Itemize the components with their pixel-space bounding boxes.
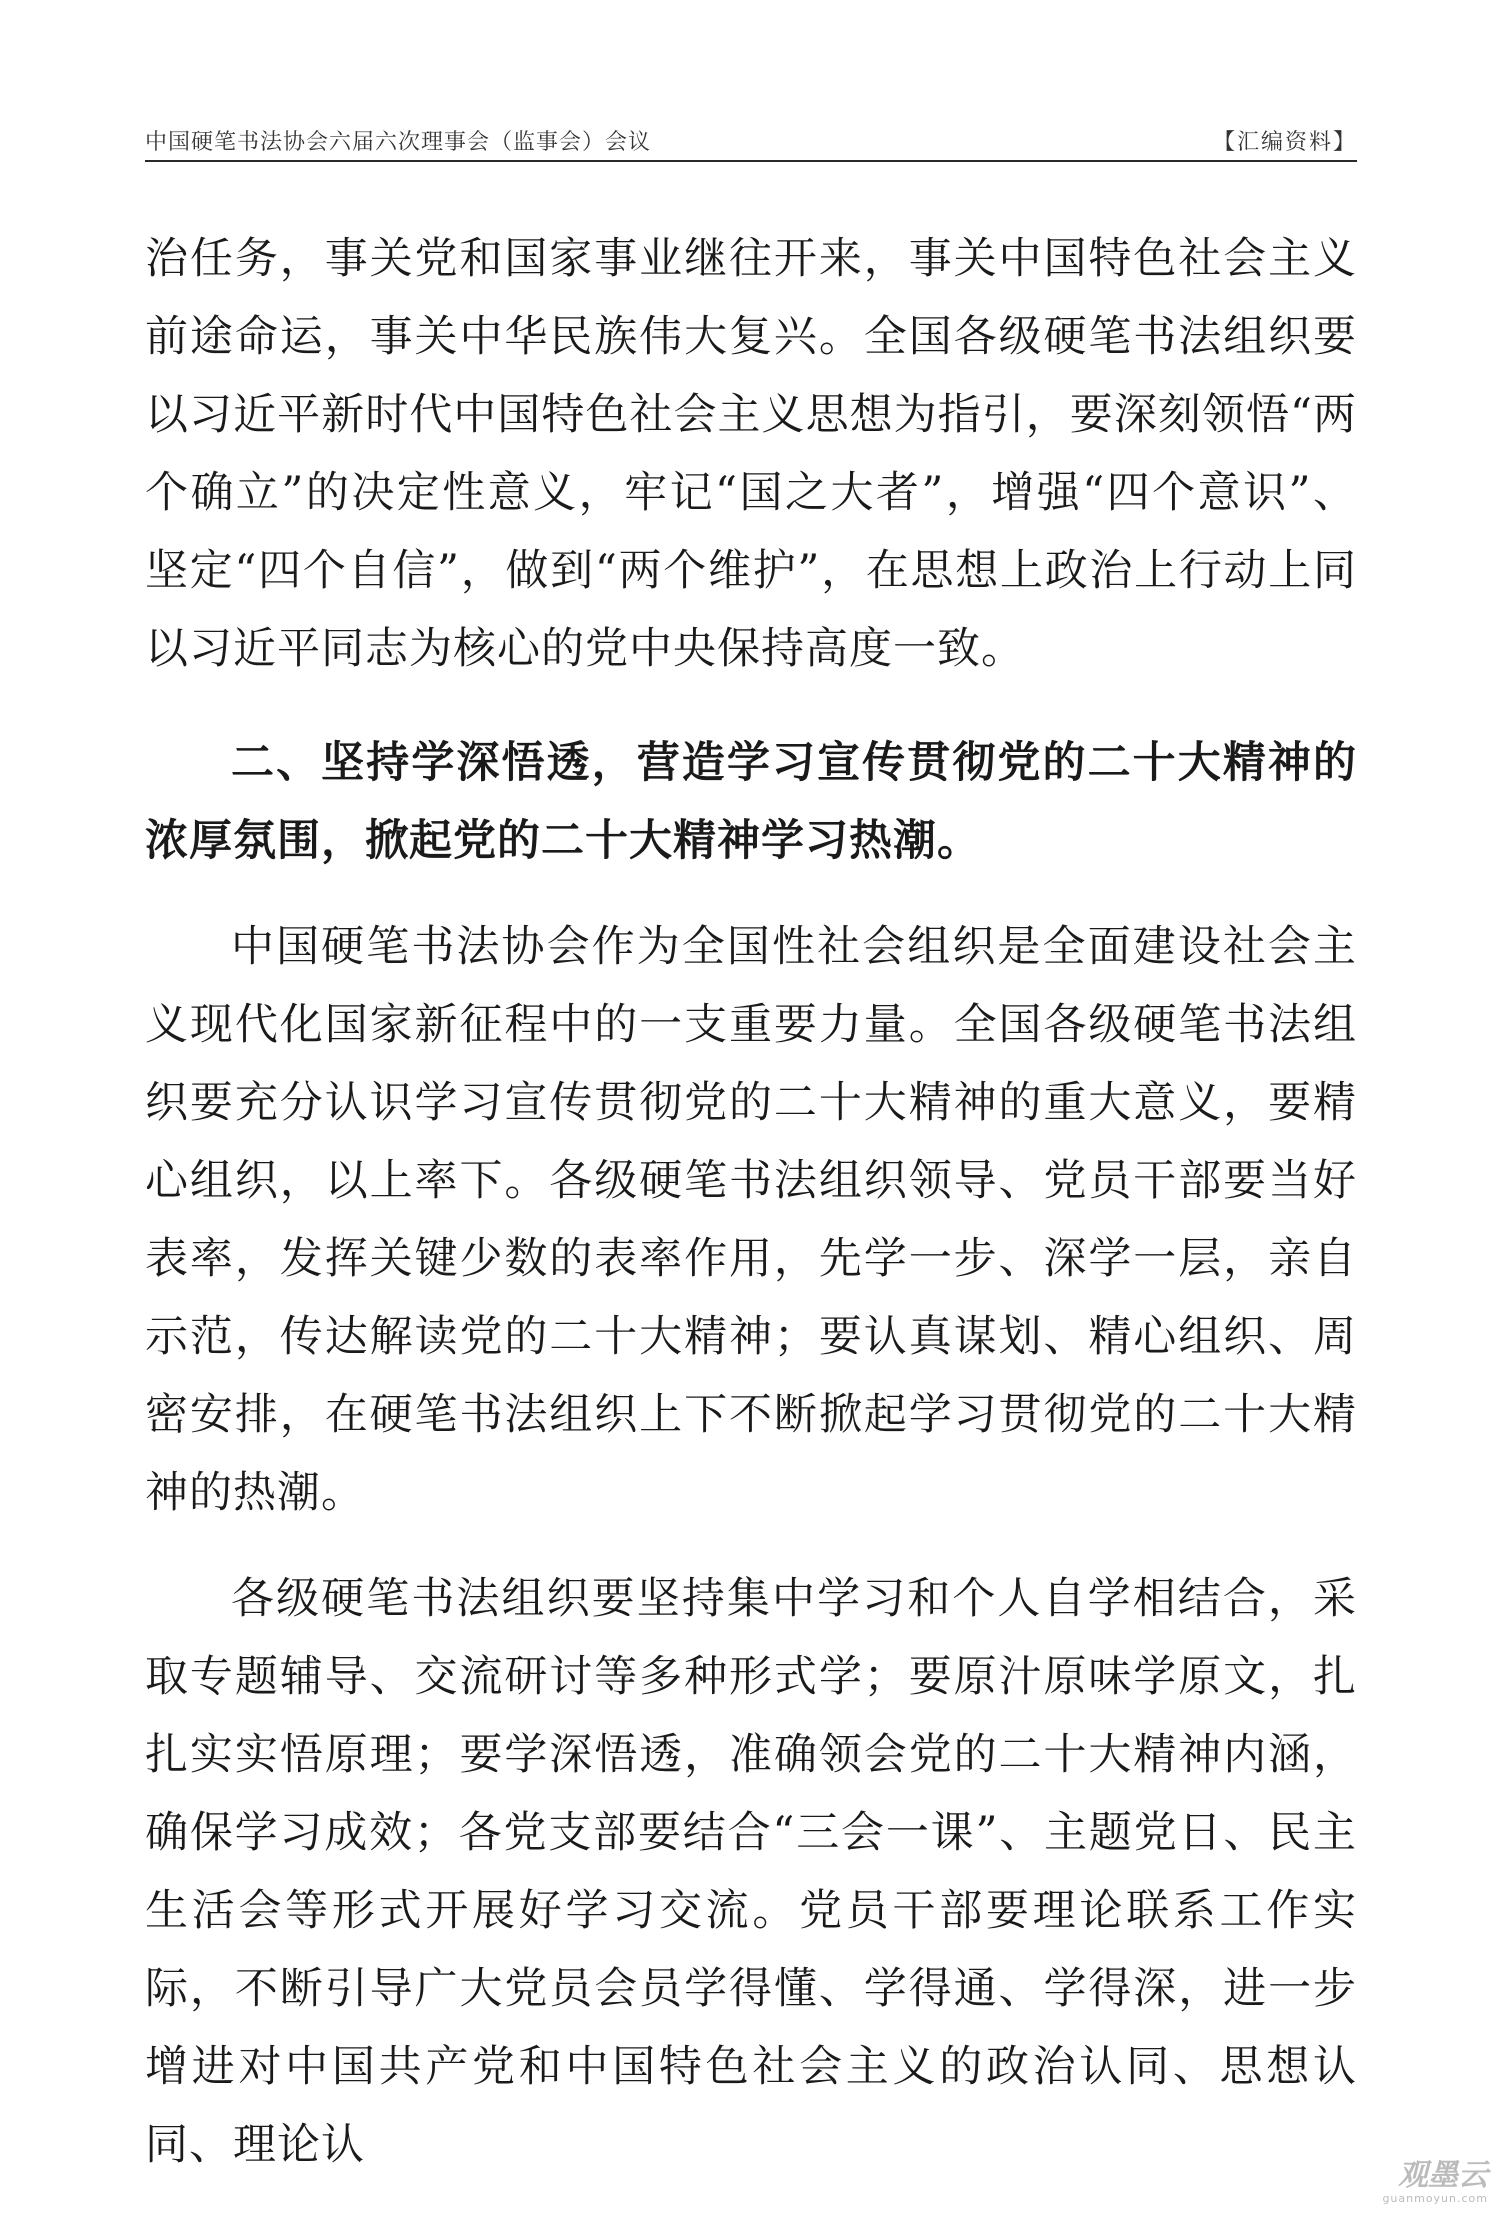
watermark-main: 观墨云 xyxy=(1398,2158,1488,2193)
document-body xyxy=(145,220,1357,2184)
page-header xyxy=(145,128,1357,162)
watermark-sub: guanmoyun.com xyxy=(1382,2192,1488,2205)
paragraph-continued: 治任务，事关党和国家事业继往开来，事关中国特色社会主义前途命运，事关中华民族伟大复兴。全国各级硬笔书法组织要以习近平新时代中国特色社会主义思想为指引，要深刻领悟“两个确立”的决定性意义，牢记“国之大者”，增强“四个意识”、坚定“四个自信”，做到“两个维护”，在思想上政治上行动上同以习近平同志为核心的党中央保持高度一致。 xyxy=(145,234,1357,674)
header-tag: 【汇编资料】 xyxy=(1212,130,1357,155)
section-heading: 二、坚持学深悟透，营造学习宣传贯彻党的二十大精神的浓厚氛围，掀起党的二十大精神学习热潮。 xyxy=(145,738,1357,866)
watermark-logo xyxy=(1382,2160,1488,2205)
paragraph-body: 中国硬笔书法协会作为全国性社会组织是全面建设社会主义现代化国家新征程中的一支重要力量。全国各级硬笔书法组织要充分认识学习宣传贯彻党的二十大精神的重大意义，要精心组织，以上率下。各级硬笔书法组织领导、党员干部要当好表率，发挥关键少数的表率作用，先学一步、深学一层，亲自示范，传达解读党的二十大精神；要认真谋划、精心组织、周密安排，在硬笔书法组织上下不断掀起学习贯彻党的二十大精神的热潮。 xyxy=(145,922,1357,1518)
paragraph-body: 各级硬笔书法组织要坚持集中学习和个人自学相结合，采取专题辅导、交流研讨等多种形式学；要原汁原味学原文，扎扎实实悟原理；要学深悟透，准确领会党的二十大精神内涵，确保学习成效；各党支部要结合“三会一课”、主题党日、民主生活会等形式开展好学习交流。党员干部要理论联系工作实际，不断引导广大党员会员学得懂、学得通、学得深，进一步增进对中国共产党和中国特色社会主义的政治认同、思想认同、理论认 xyxy=(145,1574,1357,2170)
header-title: 中国硬笔书法协会六届六次理事会（监事会）会议 xyxy=(145,130,652,155)
